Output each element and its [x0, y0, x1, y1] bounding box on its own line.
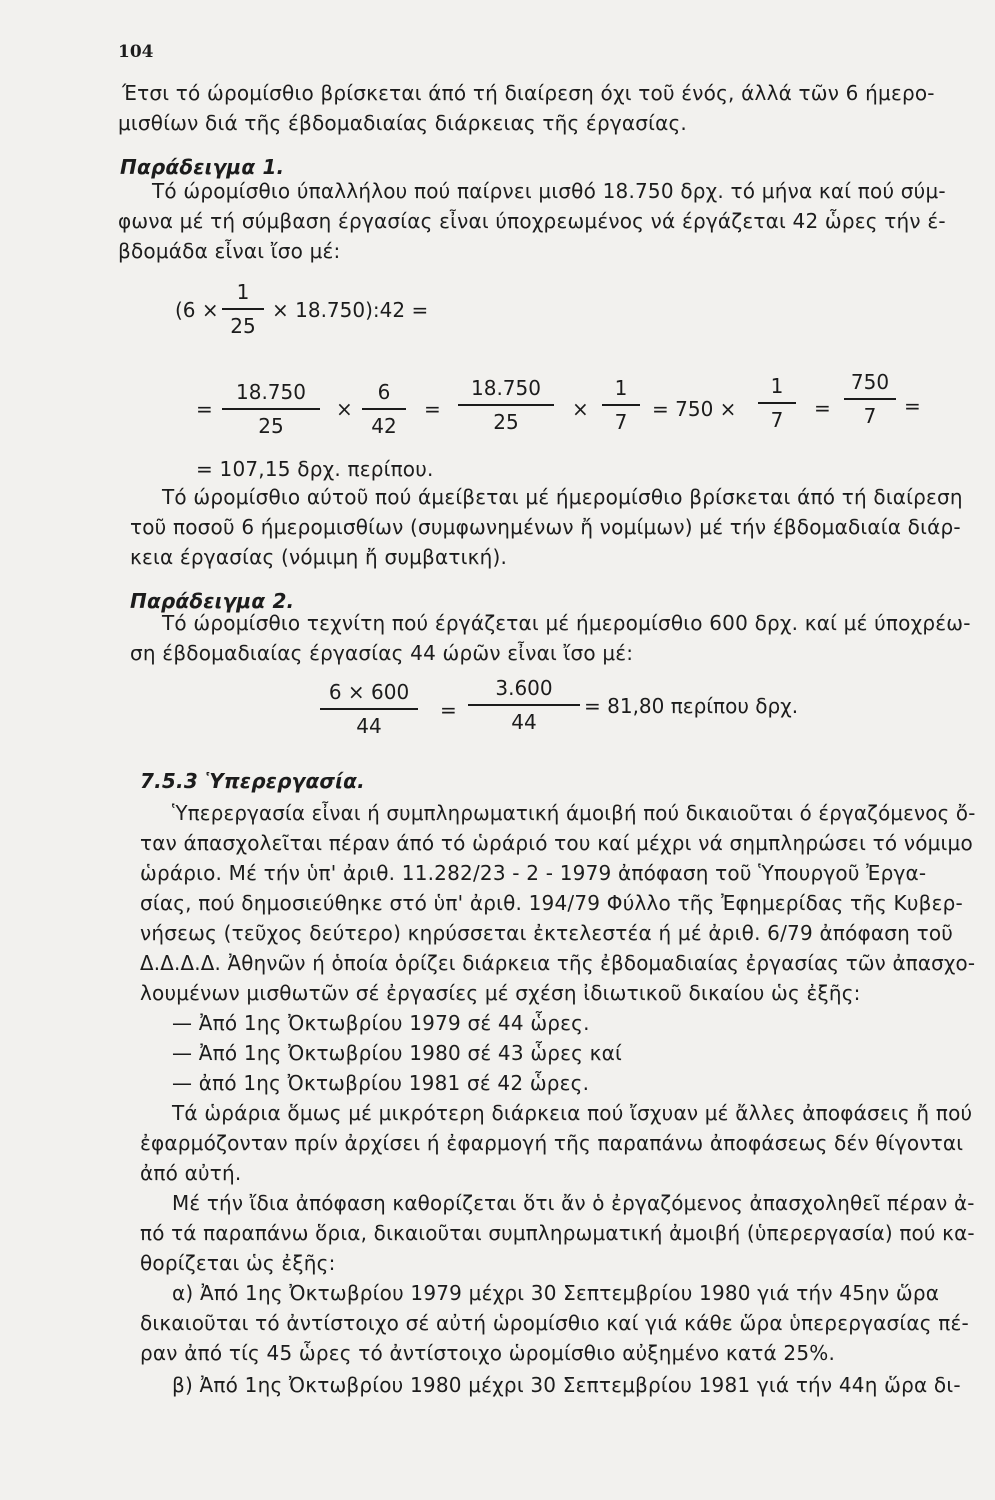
section-item-a-2: δικαιοῦται τό ἀντίστοιχο σέ αὐτή ὡρομίσθιο καί γιά κάθε ὥρα ὑπερεργασίας πέ- — [140, 1311, 969, 1335]
example-1-after-3: κεια έργασίας (νόμιμη ἤ συμβατική). — [130, 545, 507, 569]
section-heading: 7.5.3 Ὑπερεργασία. — [140, 769, 365, 793]
formula-2-mid: = 750 × — [652, 397, 737, 421]
numerator: 6 — [377, 380, 391, 404]
formula-2-fraction-6 — [844, 370, 896, 428]
formula-2-fraction-2 — [362, 380, 406, 438]
section-line-3: ὡράριο. Μέ τήν ὑπ' ἀριθ. 11.282/23 - 2 - 1979 ἀπόφαση τοῦ Ὑπουργοῦ Ἐργα- — [140, 861, 927, 885]
numerator: 750 — [850, 370, 890, 394]
section-line-13: ἀπό αὐτή. — [140, 1161, 242, 1185]
formula-2-times-2: × — [572, 397, 589, 421]
numerator: 6 × 600 — [328, 680, 410, 704]
fraction-bar — [320, 708, 418, 710]
page-number: 104 — [118, 42, 154, 62]
formula-3-fraction-2 — [468, 676, 580, 734]
numerator: 18.750 — [236, 380, 306, 404]
fraction-bar — [844, 398, 896, 400]
list-item-1981: — ἀπό 1ης Ὀκτωβρίου 1981 σέ 42 ὧρες. — [172, 1071, 590, 1095]
denominator: 25 — [258, 413, 284, 438]
section-line-6: Δ.Δ.Δ.Δ. Ἀθηνῶν ή ὁποία ὁρίζει διάρκεια τῆς ἐβδομαδιαίας ἐργασίας τῶν ἀπασχο- — [140, 951, 976, 975]
fraction-bar — [758, 402, 796, 404]
section-line-4: σίας, πού δημοσιεύθηκε στό ὑπ' ἀριθ. 194/79 Φύλλο τῆς Ἐφημερίδας τῆς Κυβερ- — [140, 891, 963, 915]
fraction-bar — [222, 408, 320, 410]
example-1-line-1: Τό ώρομίσθιο ύπαλλήλου πού παίρνει μισθό 18.750 δρχ. τό μήνα καί πού σύμ- — [152, 179, 946, 203]
section-item-a-1: α) Ἀπό 1ης Ὀκτωβρίου 1979 μέχρι 30 Σεπτεμβρίου 1980 γιά τήν 45ην ὥρα — [172, 1281, 940, 1305]
example-1-after-1: Τό ώρομίσθιο αύτοῦ πού άμείβεται μέ ήμερομίσθιο βρίσκεται άπό τή διαίρεση — [162, 485, 963, 509]
denominator: 44 — [356, 713, 382, 738]
section-line-11: Τά ὡράρια ὅμως μέ μικρότερη διάρκεια πού ἴσχυαν μέ ἄλλες ἀποφάσεις ἤ πού — [172, 1101, 973, 1125]
example-1-heading: Παράδειγμα 1. — [120, 155, 285, 179]
formula-2-eq-3: = — [814, 396, 831, 420]
formula-2-eq-2: = — [424, 397, 441, 421]
example-2-heading: Παράδειγμα 2. — [130, 589, 295, 613]
formula-2-eq-1: = — [196, 397, 213, 421]
list-item-1979: — Ἀπό 1ης Ὀκτωβρίου 1979 σέ 44 ὧρες. — [172, 1011, 590, 1035]
numerator: 1 — [770, 374, 784, 398]
section-line-14: Μέ τήν ἴδια ἀπόφαση καθορίζεται ὅτι ἄν ὁ ἐργαζόμενος ἀπασχοληθεῖ πέραν ἀ- — [172, 1191, 975, 1215]
section-item-a-3: ραν ἀπό τίς 45 ὧρες τό ἀντίστοιχο ὡρομίσθιο αὐξημένο κατά 25%. — [140, 1341, 836, 1365]
fraction-bar — [222, 308, 264, 310]
section-line-5: νήσεως (τεῦχος δεύτερο) κηρύσσεται ἐκτελεστέα ή μέ ἀριθ. 6/79 ἀπόφαση τοῦ — [140, 921, 954, 945]
formula-2-fraction-4 — [602, 376, 640, 434]
formula-3-result: = 81,80 περίπου δρχ. — [584, 694, 799, 718]
section-line-1: Ὑπερεργασία εἶναι ή συμπληρωματική άμοιβή πού δικαιοῦται ό έργαζόμενος ὄ- — [172, 801, 976, 825]
formula-2-fraction-1 — [222, 380, 320, 438]
intro-line-1: Έτσι τό ώρομίσθιο βρίσκεται άπό τή διαίρεση όχι τοῦ ένός, άλλά τῶν 6 ήμερο- — [122, 81, 935, 105]
example-2-line-1: Τό ώρομίσθιο τεχνίτη πού έργάζεται μέ ήμερομίσθιο 600 δρχ. καί μέ ύποχρέω- — [162, 611, 971, 635]
numerator: 3.600 — [495, 676, 553, 700]
formula-1-num: 1 — [236, 280, 250, 304]
example-1-result: = 107,15 δρχ. περίπου. — [196, 457, 434, 481]
fraction-bar — [362, 408, 406, 410]
section-item-b-1: β) Ἀπό 1ης Ὀκτωβρίου 1980 μέχρι 30 Σεπτεμβρίου 1981 γιά τήν 44η ὥρα δι- — [172, 1373, 961, 1397]
denominator: 7 — [614, 409, 628, 434]
formula-2-fraction-5 — [758, 374, 796, 432]
formula-1-den: 25 — [230, 313, 256, 338]
intro-line-2: μισθίων διά τῆς έβδομαδιαίας διάρκειας τῆς έργασίας. — [118, 111, 687, 135]
formula-3-eq: = — [440, 698, 457, 722]
example-1-line-3: βδομάδα εἶναι ἴσο μέ: — [118, 239, 341, 263]
section-line-2: ταν άπασχολεῖται πέραν άπό τό ὡράριό του καί μέχρι νά σημπληρώσει τό νόμιμο — [140, 831, 973, 855]
denominator: 42 — [371, 413, 397, 438]
formula-3-fraction-1 — [320, 680, 418, 738]
list-item-1980: — Ἀπό 1ης Ὀκτωβρίου 1980 σέ 43 ὧρες καί — [172, 1041, 623, 1065]
section-line-12: ἐφαρμόζονταν πρίν ἀρχίσει ή ἐφαρμογή τῆς παραπάνω ἀποφάσεως δέν θίγονται — [140, 1131, 964, 1155]
section-line-15: πό τά παραπάνω ὅρια, δικαιοῦται συμπληρωματική ἀμοιβή (ὑπερεργασία) πού κα- — [140, 1221, 975, 1245]
section-line-7: λουμένων μισθωτῶν σέ ἐργασίες μέ σχέση ἰδιωτικοῦ δικαίου ὡς ἐξῆς: — [140, 981, 861, 1005]
formula-1-prefix: (6 × — [175, 298, 219, 322]
formula-1-fraction — [222, 280, 264, 338]
formula-2-eq-4: = — [904, 394, 921, 418]
formula-2-times-1: × — [336, 397, 353, 421]
section-line-16: θορίζεται ὡς ἐξῆς: — [140, 1251, 336, 1275]
fraction-bar — [458, 404, 554, 406]
example-2-line-2: ση έβδομαδιαίας έργασίας 44 ώρῶν εἶναι ἴσο μέ: — [130, 641, 634, 665]
fraction-bar — [468, 704, 580, 706]
formula-1-suffix: × 18.750):42 = — [272, 298, 429, 322]
fraction-bar — [602, 404, 640, 406]
numerator: 1 — [614, 376, 628, 400]
denominator: 44 — [511, 709, 537, 734]
denominator: 25 — [493, 409, 519, 434]
formula-2-fraction-3 — [458, 376, 554, 434]
example-1-line-2: φωνα μέ τή σύμβαση έργασίας εἶναι ύποχρεωμένος νά έργάζεται 42 ὧρες τήν έ- — [118, 209, 946, 233]
example-1-after-2: τοῦ ποσοῦ 6 ήμερομισθίων (συμφωνημένων ἤ νομίμων) μέ τήν έβδομαδιαία διάρ- — [130, 515, 961, 539]
denominator: 7 — [770, 407, 784, 432]
denominator: 7 — [863, 403, 877, 428]
numerator: 18.750 — [471, 376, 541, 400]
